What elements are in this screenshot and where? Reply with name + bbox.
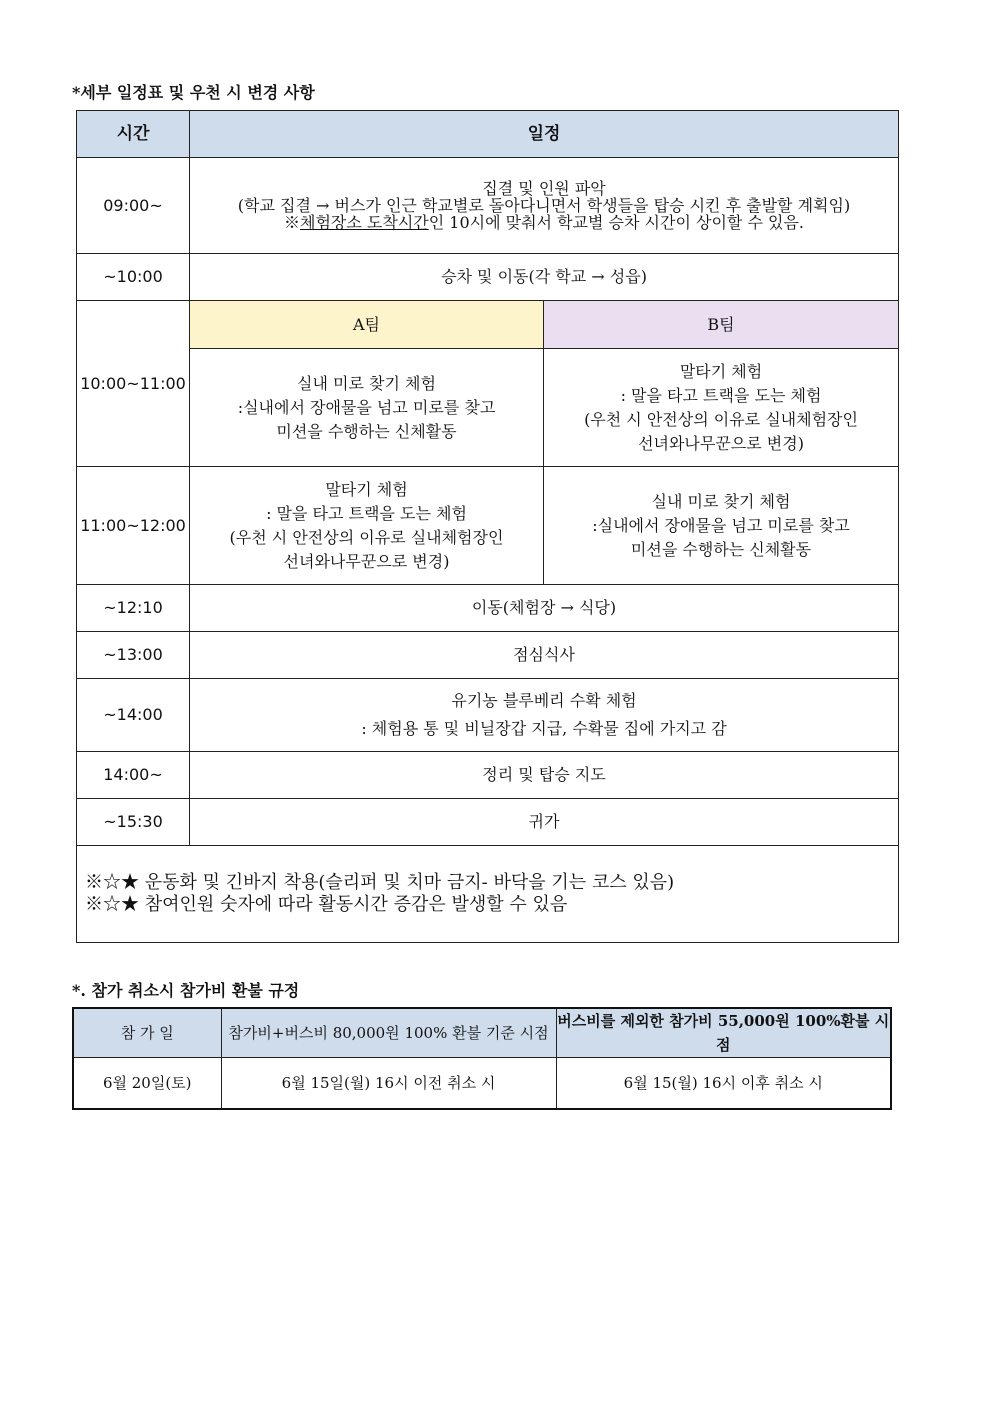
schedule-table xyxy=(76,110,899,943)
row-time: 10:00~11:00 xyxy=(77,301,190,467)
activity-line: 집결 및 인원 파악 xyxy=(482,179,606,198)
row-activity xyxy=(190,158,899,254)
refund-full-deadline: 6월 15일(월) 16시 이전 취소 시 xyxy=(221,1058,556,1109)
team-b-header: B팀 xyxy=(544,301,899,349)
activity-line: 선녀와나무꾼으로 변경) xyxy=(283,551,450,571)
row-time: ~15:30 xyxy=(77,799,190,846)
activity-line: : 말을 타고 트랙을 도는 체험 xyxy=(620,385,822,405)
table-row xyxy=(77,679,899,752)
refund-header-partial: 버스비를 제외한 참가비 55,000원 100%환불 시점 xyxy=(556,1008,891,1058)
table-row xyxy=(77,301,899,349)
activity-line: 실내 미로 찾기 체험 xyxy=(651,491,791,511)
activity-line: 미션을 수행하는 신체활동 xyxy=(276,421,457,441)
activity-line: :실내에서 장애물을 넘고 미로를 찾고 xyxy=(237,397,496,417)
table-row xyxy=(77,158,899,254)
header-schedule: 일정 xyxy=(190,111,899,158)
table-row xyxy=(77,585,899,632)
team-a-header: A팀 xyxy=(190,301,544,349)
notes-cell xyxy=(77,846,899,943)
schedule-section-title: *세부 일정표 및 우천 시 변경 사항 xyxy=(72,83,315,102)
row-activity: 이동(체험장 → 식당) xyxy=(190,585,899,632)
note-line: ※☆★ 참여인원 숫자에 따라 활동시간 증감은 발생할 수 있음 xyxy=(85,894,568,915)
row-activity: 승차 및 이동(각 학교 → 성읍) xyxy=(190,254,899,301)
row-activity: 정리 및 탑승 지도 xyxy=(190,752,899,799)
notes-row xyxy=(77,846,899,943)
row-time: 09:00~ xyxy=(77,158,190,254)
row-time: 11:00~12:00 xyxy=(77,467,190,585)
note-mark: ※ xyxy=(284,213,301,232)
row-activity: 귀가 xyxy=(190,799,899,846)
refund-header-date: 참 가 일 xyxy=(73,1008,221,1058)
activity-line: : 말을 타고 트랙을 도는 체험 xyxy=(266,503,467,523)
activity-line: 미션을 수행하는 신체활동 xyxy=(630,539,812,559)
row-time: ~12:10 xyxy=(77,585,190,632)
team-a-activity xyxy=(190,467,544,585)
activity-line: (우천 시 안전상의 이유로 실내체험장인 xyxy=(229,527,504,547)
activity-line: 말타기 체험 xyxy=(325,479,408,499)
refund-table xyxy=(72,1007,892,1110)
note-line: ※☆★ 운동화 및 긴바지 착용(슬리퍼 및 치마 금지- 바닥을 기는 코스 있음) xyxy=(85,872,675,893)
refund-header-full: 참가비+버스비 80,000원 100% 환불 기준 시점 xyxy=(221,1008,556,1058)
refund-section-title: *. 참가 취소시 참가비 환불 규정 xyxy=(72,981,300,1000)
activity-note xyxy=(190,214,898,231)
table-row xyxy=(73,1058,891,1109)
table-row xyxy=(77,632,899,679)
row-activity: 점심식사 xyxy=(190,632,899,679)
refund-date: 6월 20일(토) xyxy=(73,1058,221,1109)
row-time: ~13:00 xyxy=(77,632,190,679)
row-time: 14:00~ xyxy=(77,752,190,799)
activity-line: 말타기 체험 xyxy=(679,361,763,381)
activity-line: 실내 미로 찾기 체험 xyxy=(297,373,436,393)
team-b-activity xyxy=(544,349,899,467)
activity-line: : 체험용 통 및 비닐장갑 지급, 수확물 집에 가지고 감 xyxy=(361,719,727,738)
row-time: ~10:00 xyxy=(77,254,190,301)
activity-line: (우천 시 안전상의 이유로 실내체험장인 xyxy=(584,409,858,429)
refund-header-row xyxy=(73,1008,891,1058)
activity-line: 선녀와나무꾼으로 변경) xyxy=(638,433,804,453)
header-time: 시간 xyxy=(77,111,190,158)
table-row xyxy=(77,799,899,846)
team-a-activity xyxy=(190,349,544,467)
row-time: ~14:00 xyxy=(77,679,190,752)
schedule-header-row xyxy=(77,111,899,158)
refund-partial-deadline: 6월 15(월) 16시 이후 취소 시 xyxy=(556,1058,891,1109)
table-row xyxy=(77,467,899,585)
note-text: 인 10시에 맞춰서 학교별 승차 시간이 상이할 수 있음. xyxy=(428,213,805,232)
team-b-activity xyxy=(544,467,899,585)
table-row xyxy=(77,752,899,799)
table-row xyxy=(77,349,899,467)
activity-line: :실내에서 장애물을 넘고 미로를 찾고 xyxy=(592,515,850,535)
activity-line: 유기농 블루베리 수확 체험 xyxy=(451,691,637,710)
table-row xyxy=(77,254,899,301)
note-underlined: 체험장소 도착시간 xyxy=(300,213,429,232)
row-activity xyxy=(190,679,899,752)
activity-line: (학교 집결 → 버스가 인근 학교별로 돌아다니면서 학생들을 탑승 시킨 후 출발할 계획임) xyxy=(237,196,851,215)
